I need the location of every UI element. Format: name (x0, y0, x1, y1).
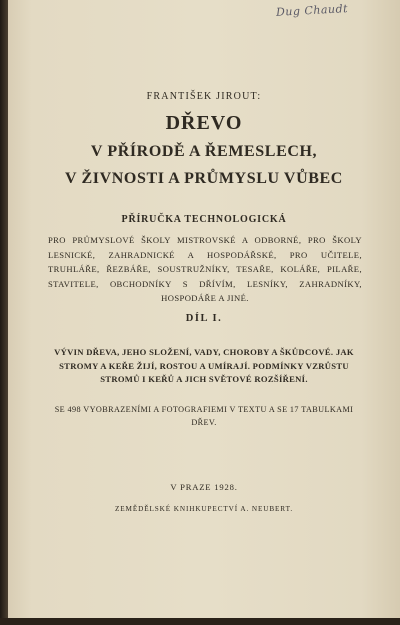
audience-text: PRO PRŮMYSLOVÉ ŠKOLY MISTROVSKÉ A ODBORNÉ, PRO ŠKOLY LESNICKÉ, ZAHRADNICKÉ A HOSPODÁŘSKÉ, PRO UČITELE, TRUHLÁŘE, ŘEZBÁŘE, SOUSTRUŽNÍKY, TESAŘE, KOLÁŘE, PILAŘE, STAVITELE, OBCHODNÍKY S DŘÍVÍM, LESNÍKY, ZAHRADNÍKY, HOSPODÁŘE A JINÉ. (48, 235, 362, 303)
volume-label: DÍL I. (185, 313, 223, 324)
place-year: V PRAZE 1928. (170, 482, 238, 492)
author-name: FRANTIŠEK JIROUT: (146, 91, 262, 102)
illustrations-note: SE 498 VYOBRAZENÍMI A FOTOGRAFIEMI V TEXTU A SE 17 TABULKAMI DŘEV. (54, 405, 354, 427)
subtitle: PŘÍRUČKA TECHNOLOGICKÁ (121, 214, 287, 225)
page-bottom-edge (0, 618, 400, 625)
book-title: DŘEVO (165, 112, 243, 134)
handwritten-signature: Dug Chaudt (275, 2, 349, 19)
binding-edge (0, 0, 8, 625)
title-line-2: V PŘÍRODĚ A ŘEMESLECH, (90, 143, 318, 160)
title-line-3: V ŽIVNOSTI A PRŮMYSLU VŮBEC (65, 170, 343, 187)
publisher: ZEMĚDĚLSKÉ KNIHKUPECTVÍ A. NEUBERT. (114, 505, 294, 513)
contents-summary: VÝVIN DŘEVA, JEHO SLOŽENÍ, VADY, CHOROBY A ŠKŮDCOVÉ. JAK STROMY A KEŘE ŽIJÍ, ROSTOU A UMÍRAJÍ. PODMÍNKY VZRŮSTU STROMŮ I KEŘŮ A JICH SVĚTOVÉ ROZŠÍŘENÍ. (54, 347, 354, 384)
title-page (8, 0, 400, 618)
